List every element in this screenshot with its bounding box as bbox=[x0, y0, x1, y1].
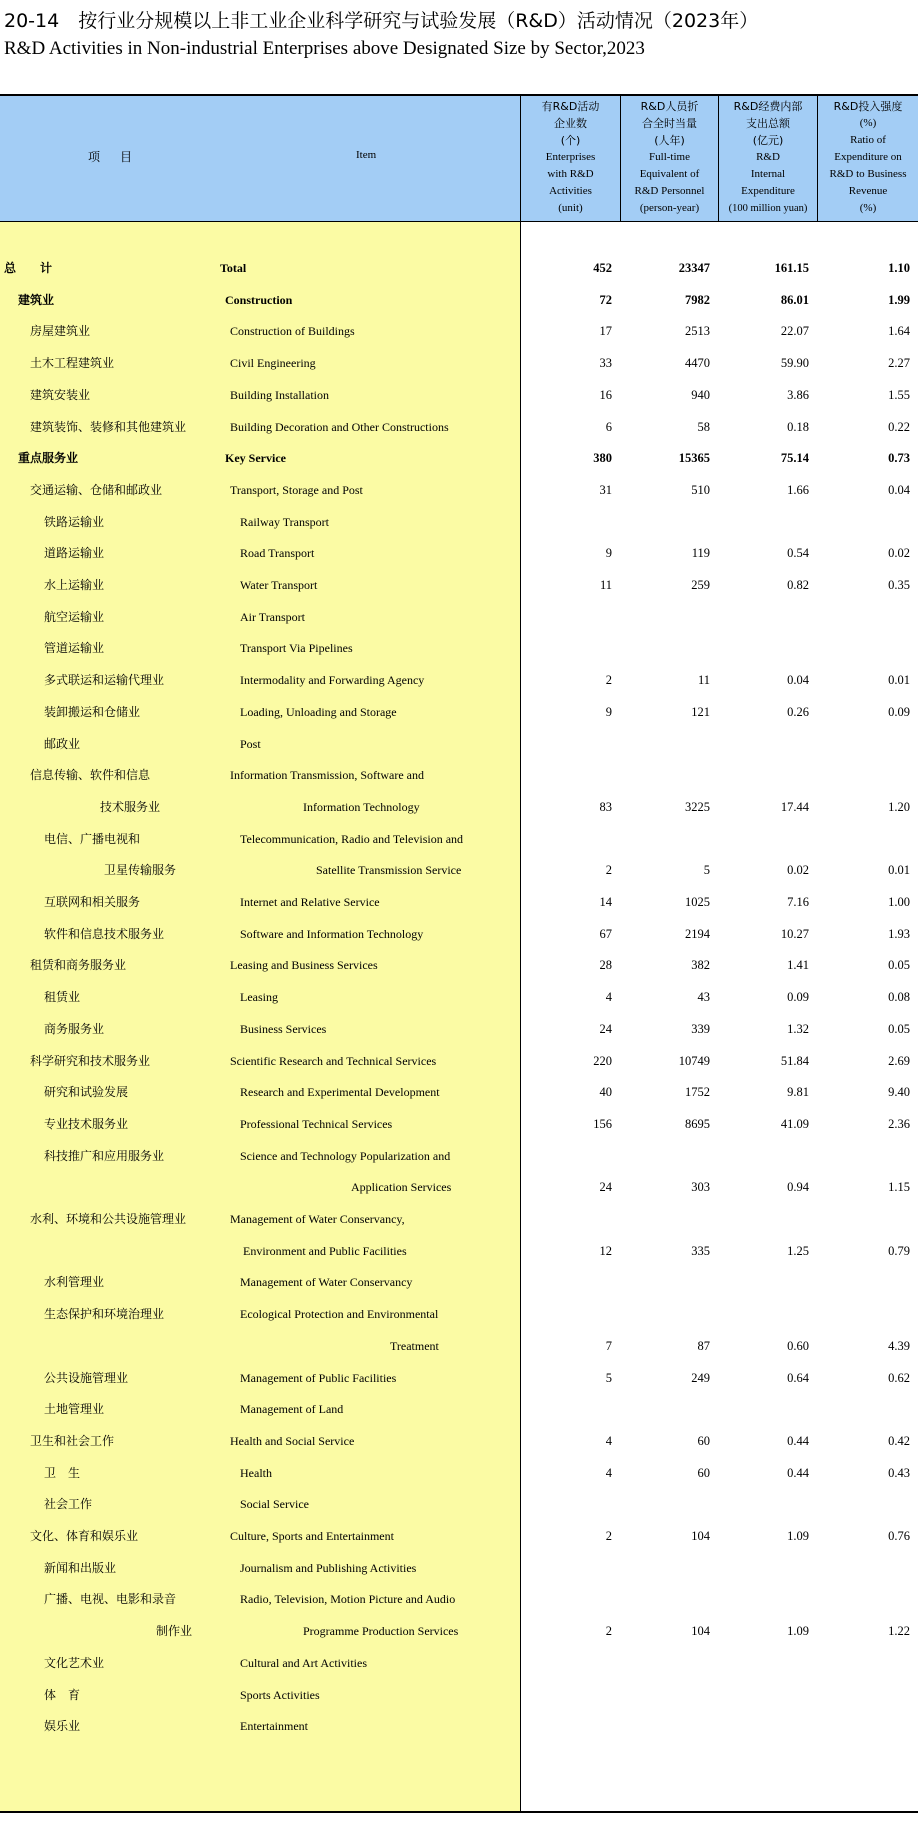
table-row bbox=[0, 829, 918, 849]
row-item-en: Building Installation bbox=[230, 387, 329, 402]
intensity-cell: 0.43 bbox=[888, 1465, 910, 1480]
enterprises-cell: 24 bbox=[599, 1180, 612, 1195]
expenditure-cell: 0.44 bbox=[787, 1465, 809, 1480]
row-item-en: Construction of Buildings bbox=[230, 324, 355, 339]
row-item-cn: 公共设施管理业 bbox=[44, 1370, 129, 1385]
table-row bbox=[0, 638, 918, 658]
intensity-cell: 4.39 bbox=[888, 1338, 910, 1353]
enterprises-cell: 156 bbox=[593, 1116, 612, 1131]
personnel-cell: 104 bbox=[691, 1624, 710, 1639]
table-row bbox=[0, 543, 918, 563]
row-item-cn: 娱乐业 bbox=[44, 1719, 81, 1734]
row-item-en: Satellite Transmission Service bbox=[316, 863, 462, 878]
row-item-en: Water Transport bbox=[240, 578, 318, 592]
intensity-cell: 2.69 bbox=[888, 1053, 910, 1068]
row-item-en: Key Service bbox=[225, 451, 286, 466]
expenditure-cell: 0.18 bbox=[787, 419, 809, 434]
personnel-cell: 303 bbox=[691, 1180, 710, 1195]
table-row bbox=[0, 1685, 918, 1705]
expenditure-cell: 1.09 bbox=[787, 1624, 809, 1639]
row-item-cn: 重点服务业 bbox=[18, 451, 79, 466]
row-item-en: Health bbox=[240, 1465, 272, 1480]
row-item-cn: 科学研究和技术服务业 bbox=[30, 1053, 151, 1068]
table-title-en: R&D Activities in Non-industrial Enterprises above Designated Size by Sector,2023 bbox=[4, 38, 645, 59]
intensity-cell: 2.36 bbox=[888, 1116, 910, 1131]
row-item-cn: 卫生和社会工作 bbox=[30, 1433, 115, 1448]
expenditure-cell: 51.84 bbox=[780, 1053, 809, 1068]
row-item-en: Entertainment bbox=[240, 1719, 308, 1734]
expenditure-cell: 1.32 bbox=[787, 1021, 809, 1036]
table-row bbox=[0, 258, 918, 278]
row-item-en: Ecological Protection and Environmental bbox=[240, 1307, 439, 1322]
expenditure-cell: 7.16 bbox=[787, 895, 809, 909]
intensity-cell: 0.79 bbox=[888, 1243, 910, 1258]
enterprises-cell: 380 bbox=[593, 451, 612, 466]
personnel-cell: 382 bbox=[691, 958, 710, 973]
row-item-en: Leasing and Business Services bbox=[230, 958, 378, 973]
row-item-en: Treatment bbox=[390, 1338, 439, 1353]
row-item-cn: 水上运输业 bbox=[44, 578, 105, 592]
personnel-cell: 940 bbox=[691, 387, 710, 402]
header-divider bbox=[0, 221, 918, 222]
row-item-cn: 装卸搬运和仓储业 bbox=[44, 704, 141, 719]
enterprises-cell: 220 bbox=[593, 1053, 612, 1068]
enterprises-cell: 40 bbox=[599, 1085, 612, 1100]
row-item-cn: 房屋建筑业 bbox=[30, 324, 91, 339]
row-item-cn: 软件和信息技术服务业 bbox=[44, 926, 165, 941]
table-row bbox=[0, 892, 918, 912]
table-row bbox=[0, 1431, 918, 1451]
expenditure-cell: 0.02 bbox=[787, 863, 809, 878]
expenditure-cell: 0.54 bbox=[787, 546, 809, 561]
header-enterprises: 有R&D活动 企业数 (个) Enterprises with R&D Activities (unit) bbox=[541, 100, 600, 214]
table-row bbox=[0, 1368, 918, 1388]
table-row bbox=[0, 1051, 918, 1071]
table-row bbox=[0, 575, 918, 595]
enterprises-cell: 2 bbox=[605, 673, 612, 688]
intensity-cell: 0.02 bbox=[888, 546, 910, 561]
enterprises-cell: 4 bbox=[605, 1433, 612, 1448]
row-item-cn: 商务服务业 bbox=[44, 1021, 105, 1036]
personnel-cell: 104 bbox=[691, 1529, 710, 1543]
enterprises-cell: 6 bbox=[605, 419, 612, 434]
header-item-en: Item bbox=[356, 149, 377, 161]
table-row bbox=[0, 607, 918, 627]
table-row bbox=[0, 702, 918, 722]
personnel-cell: 2513 bbox=[685, 324, 710, 339]
row-item-cn: 文化、体育和娱乐业 bbox=[30, 1529, 139, 1543]
personnel-cell: 10749 bbox=[678, 1053, 710, 1068]
table-row bbox=[0, 1621, 918, 1641]
table-row bbox=[0, 512, 918, 532]
table-row bbox=[0, 1241, 918, 1261]
table-row bbox=[0, 1526, 918, 1546]
enterprises-cell: 67 bbox=[599, 926, 612, 941]
row-item-en: Management of Public Facilities bbox=[240, 1370, 397, 1385]
row-item-en: Research and Experimental Development bbox=[240, 1085, 440, 1100]
row-item-en: Cultural and Art Activities bbox=[240, 1655, 367, 1670]
table-title-cn: 20-14 按行业分规模以上非工业企业科学研究与试验发展（R&D）活动情况（2023年） bbox=[4, 10, 759, 32]
row-item-en: Management of Water Conservancy, bbox=[230, 1212, 405, 1226]
enterprises-cell: 14 bbox=[599, 895, 612, 909]
row-item-cn: 研究和试验发展 bbox=[44, 1085, 129, 1100]
intensity-cell: 1.99 bbox=[888, 292, 910, 307]
table-row bbox=[0, 1082, 918, 1102]
row-item-en: Health and Social Service bbox=[230, 1433, 355, 1448]
header-personnel: R&D人员折 合全时当量 (人年) Full-time Equivalent of R&D Personnel (person-year) bbox=[634, 100, 705, 214]
table-row bbox=[0, 860, 918, 880]
enterprises-cell: 83 bbox=[599, 799, 612, 814]
row-item-en: Leasing bbox=[240, 990, 278, 1005]
personnel-cell: 87 bbox=[697, 1338, 710, 1353]
header-intensity: R&D投入强度 (%) Ratio of Expenditure on R&D to Business Revenue (%) bbox=[829, 100, 907, 214]
intensity-cell: 0.05 bbox=[888, 1021, 910, 1036]
intensity-cell: 1.22 bbox=[888, 1624, 910, 1639]
table-row bbox=[0, 1716, 918, 1736]
personnel-cell: 8695 bbox=[685, 1116, 710, 1131]
table-row bbox=[0, 797, 918, 817]
row-item-en: Application Services bbox=[351, 1180, 452, 1195]
enterprises-cell: 452 bbox=[593, 261, 612, 275]
row-item-en: Programme Production Services bbox=[303, 1624, 459, 1639]
expenditure-cell: 1.25 bbox=[787, 1243, 809, 1258]
row-item-en: Culture, Sports and Entertainment bbox=[230, 1529, 394, 1543]
personnel-cell: 1025 bbox=[685, 895, 710, 909]
personnel-cell: 1752 bbox=[685, 1085, 710, 1100]
expenditure-cell: 1.09 bbox=[787, 1529, 809, 1543]
personnel-cell: 339 bbox=[691, 1021, 710, 1036]
enterprises-cell: 16 bbox=[599, 387, 612, 402]
row-item-en: Journalism and Publishing Activities bbox=[240, 1560, 417, 1575]
table-row bbox=[0, 417, 918, 437]
enterprises-cell: 72 bbox=[599, 292, 612, 307]
personnel-cell: 11 bbox=[697, 673, 710, 688]
row-item-en: Transport, Storage and Post bbox=[230, 482, 363, 497]
row-item-cn: 水利管理业 bbox=[44, 1275, 105, 1290]
enterprises-cell: 28 bbox=[599, 958, 612, 973]
enterprises-cell: 2 bbox=[605, 1624, 612, 1639]
row-item-cn: 铁路运输业 bbox=[44, 514, 105, 529]
row-item-cn: 信息传输、软件和信息 bbox=[30, 768, 151, 783]
row-item-cn: 技术服务业 bbox=[100, 799, 161, 814]
table-row bbox=[0, 385, 918, 405]
expenditure-cell: 0.60 bbox=[787, 1338, 809, 1353]
enterprises-cell: 4 bbox=[605, 1465, 612, 1480]
row-item-cn: 总 计 bbox=[4, 261, 53, 275]
table-row bbox=[0, 1399, 918, 1419]
row-item-cn: 电信、广播电视和 bbox=[44, 831, 141, 846]
row-item-en: Business Services bbox=[240, 1021, 327, 1036]
intensity-cell: 0.73 bbox=[888, 451, 910, 466]
row-item-en: Internet and Relative Service bbox=[240, 895, 380, 909]
personnel-cell: 60 bbox=[697, 1433, 710, 1448]
table-row bbox=[0, 1463, 918, 1483]
row-item-cn: 生态保护和环境治理业 bbox=[44, 1307, 165, 1322]
intensity-cell: 0.01 bbox=[888, 863, 910, 878]
row-item-cn: 邮政业 bbox=[44, 736, 81, 751]
table-row bbox=[0, 1304, 918, 1324]
row-item-en: Telecommunication, Radio and Television and bbox=[240, 831, 464, 846]
row-item-cn: 道路运输业 bbox=[44, 546, 105, 561]
row-item-en: Transport Via Pipelines bbox=[240, 641, 353, 656]
row-item-cn: 广播、电视、电影和录音 bbox=[44, 1592, 177, 1607]
row-item-en: Environment and Public Facilities bbox=[243, 1243, 407, 1258]
intensity-cell: 0.08 bbox=[888, 990, 910, 1005]
expenditure-cell: 86.01 bbox=[780, 292, 809, 307]
table-row bbox=[0, 987, 918, 1007]
row-item-cn: 卫星传输服务 bbox=[104, 863, 177, 878]
table-row bbox=[0, 480, 918, 500]
row-item-cn: 科技推广和应用服务业 bbox=[44, 1148, 165, 1163]
row-item-cn: 交通运输、仓储和邮政业 bbox=[30, 482, 163, 497]
intensity-cell: 0.01 bbox=[888, 673, 910, 688]
row-item-en: Building Decoration and Other Constructions bbox=[230, 419, 449, 434]
intensity-cell: 1.64 bbox=[888, 324, 910, 339]
row-item-en: Sports Activities bbox=[240, 1687, 320, 1702]
enterprises-cell: 24 bbox=[599, 1021, 612, 1036]
enterprises-cell: 2 bbox=[605, 1529, 612, 1543]
personnel-cell: 335 bbox=[691, 1243, 710, 1258]
expenditure-cell: 75.14 bbox=[780, 451, 809, 466]
table-row bbox=[0, 1177, 918, 1197]
row-item-cn: 文化艺术业 bbox=[44, 1655, 105, 1670]
table-row bbox=[0, 765, 918, 785]
enterprises-cell: 7 bbox=[605, 1338, 612, 1353]
expenditure-cell: 0.94 bbox=[787, 1180, 809, 1195]
table-row bbox=[0, 1494, 918, 1514]
personnel-cell: 23347 bbox=[678, 261, 710, 275]
intensity-cell: 1.20 bbox=[888, 799, 910, 814]
row-item-en: Information Technology bbox=[303, 799, 420, 814]
row-item-en: Road Transport bbox=[240, 546, 315, 561]
expenditure-cell: 3.86 bbox=[787, 387, 809, 402]
table-row bbox=[0, 670, 918, 690]
table-row bbox=[0, 353, 918, 373]
row-item-cn: 多式联运和运输代理业 bbox=[44, 673, 165, 688]
enterprises-cell: 9 bbox=[605, 704, 612, 719]
enterprises-cell: 11 bbox=[599, 578, 612, 592]
personnel-cell: 43 bbox=[697, 990, 710, 1005]
intensity-cell: 0.22 bbox=[888, 419, 910, 434]
intensity-cell: 0.35 bbox=[888, 578, 910, 592]
row-item-en: Railway Transport bbox=[240, 514, 330, 529]
intensity-cell: 1.10 bbox=[888, 261, 910, 275]
row-item-cn: 新闻和出版业 bbox=[44, 1560, 117, 1575]
table-row bbox=[0, 1209, 918, 1229]
personnel-cell: 249 bbox=[691, 1370, 710, 1385]
row-item-en: Professional Technical Services bbox=[240, 1116, 393, 1131]
row-item-cn: 管道运输业 bbox=[44, 641, 105, 656]
row-item-cn: 互联网和相关服务 bbox=[44, 895, 141, 909]
personnel-cell: 60 bbox=[697, 1465, 710, 1480]
row-item-en: Scientific Research and Technical Services bbox=[230, 1053, 437, 1068]
bottom-rule bbox=[0, 1811, 918, 1813]
enterprises-cell: 9 bbox=[605, 546, 612, 561]
row-item-en: Radio, Television, Motion Picture and Audio bbox=[240, 1592, 456, 1607]
intensity-cell: 9.40 bbox=[888, 1085, 910, 1100]
row-item-en: Management of Water Conservancy bbox=[240, 1275, 413, 1290]
personnel-cell: 15365 bbox=[678, 451, 710, 466]
intensity-cell: 1.15 bbox=[888, 1180, 910, 1195]
expenditure-cell: 0.82 bbox=[787, 578, 809, 592]
table-row bbox=[0, 321, 918, 341]
row-item-cn: 制作业 bbox=[156, 1624, 193, 1639]
expenditure-cell: 9.81 bbox=[787, 1085, 809, 1100]
table-row bbox=[0, 955, 918, 975]
row-item-cn: 建筑安装业 bbox=[30, 387, 91, 402]
row-item-en: Science and Technology Popularization and bbox=[240, 1148, 451, 1163]
expenditure-cell: 0.64 bbox=[787, 1370, 809, 1385]
row-item-cn: 土地管理业 bbox=[44, 1402, 105, 1417]
row-item-cn: 卫 生 bbox=[44, 1465, 81, 1480]
row-item-cn: 建筑装饰、装修和其他建筑业 bbox=[30, 419, 187, 434]
expenditure-cell: 0.04 bbox=[787, 673, 809, 688]
table-row bbox=[0, 1272, 918, 1292]
intensity-cell: 1.55 bbox=[888, 387, 910, 402]
table-row bbox=[0, 1589, 918, 1609]
header-item-cn: 项 目 bbox=[88, 150, 137, 164]
row-item-en: Total bbox=[220, 261, 247, 275]
personnel-cell: 3225 bbox=[685, 799, 710, 814]
row-item-en: Construction bbox=[225, 292, 293, 307]
intensity-cell: 1.93 bbox=[888, 926, 910, 941]
personnel-cell: 7982 bbox=[685, 292, 710, 307]
personnel-cell: 5 bbox=[703, 863, 710, 878]
intensity-cell: 1.00 bbox=[888, 895, 910, 909]
expenditure-cell: 17.44 bbox=[780, 799, 809, 814]
row-item-cn: 专业技术服务业 bbox=[44, 1116, 129, 1131]
enterprises-cell: 31 bbox=[599, 482, 612, 497]
intensity-cell: 0.04 bbox=[888, 482, 910, 497]
personnel-cell: 4470 bbox=[685, 356, 710, 371]
table-row bbox=[0, 1146, 918, 1166]
row-item-cn: 租赁和商务服务业 bbox=[30, 958, 127, 973]
enterprises-cell: 17 bbox=[599, 324, 612, 339]
table-row bbox=[0, 734, 918, 754]
row-item-en: Post bbox=[240, 736, 261, 751]
personnel-cell: 510 bbox=[691, 482, 710, 497]
row-item-cn: 体 育 bbox=[44, 1687, 81, 1702]
row-item-en: Air Transport bbox=[240, 609, 306, 624]
table-row bbox=[0, 1114, 918, 1134]
table-row bbox=[0, 448, 918, 468]
enterprises-cell: 33 bbox=[599, 356, 612, 371]
personnel-cell: 121 bbox=[691, 704, 710, 719]
row-item-cn: 航空运输业 bbox=[44, 609, 105, 624]
enterprises-cell: 12 bbox=[599, 1243, 612, 1258]
expenditure-cell: 0.44 bbox=[787, 1433, 809, 1448]
row-item-en: Information Transmission, Software and bbox=[230, 768, 424, 783]
expenditure-cell: 1.66 bbox=[787, 482, 809, 497]
intensity-cell: 2.27 bbox=[888, 356, 910, 371]
row-item-cn: 建筑业 bbox=[18, 292, 55, 307]
personnel-cell: 259 bbox=[691, 578, 710, 592]
personnel-cell: 119 bbox=[691, 546, 710, 561]
enterprises-cell: 4 bbox=[605, 990, 612, 1005]
table-row bbox=[0, 290, 918, 310]
intensity-cell: 0.42 bbox=[888, 1433, 910, 1448]
enterprises-cell: 5 bbox=[605, 1370, 612, 1385]
personnel-cell: 58 bbox=[697, 419, 710, 434]
header-expenditure: R&D经费内部 支出总额 (亿元) R&D Internal Expenditure (100 million yuan) bbox=[728, 100, 808, 214]
expenditure-cell: 10.27 bbox=[780, 926, 809, 941]
row-item-en: Software and Information Technology bbox=[240, 926, 424, 941]
table-row bbox=[0, 1558, 918, 1578]
expenditure-cell: 0.09 bbox=[787, 990, 809, 1005]
table-row bbox=[0, 1019, 918, 1039]
expenditure-cell: 1.41 bbox=[787, 958, 809, 973]
intensity-cell: 0.09 bbox=[888, 704, 910, 719]
expenditure-cell: 161.15 bbox=[774, 261, 809, 275]
row-item-cn: 租赁业 bbox=[44, 990, 81, 1005]
table-row bbox=[0, 1653, 918, 1673]
table-row bbox=[0, 924, 918, 944]
expenditure-cell: 0.26 bbox=[787, 704, 809, 719]
personnel-cell: 2194 bbox=[685, 926, 710, 941]
expenditure-cell: 59.90 bbox=[780, 356, 809, 371]
expenditure-cell: 22.07 bbox=[780, 324, 809, 339]
row-item-en: Civil Engineering bbox=[230, 356, 316, 371]
row-item-en: Management of Land bbox=[240, 1402, 344, 1417]
row-item-cn: 水利、环境和公共设施管理业 bbox=[30, 1212, 187, 1226]
row-item-en: Loading, Unloading and Storage bbox=[240, 704, 397, 719]
enterprises-cell: 2 bbox=[605, 863, 612, 878]
intensity-cell: 0.05 bbox=[888, 958, 910, 973]
row-item-en: Social Service bbox=[240, 1497, 309, 1512]
row-item-cn: 土木工程建筑业 bbox=[30, 356, 115, 371]
expenditure-cell: 41.09 bbox=[780, 1116, 809, 1131]
intensity-cell: 0.76 bbox=[888, 1529, 910, 1543]
row-item-en: Intermodality and Forwarding Agency bbox=[240, 673, 425, 688]
row-item-cn: 社会工作 bbox=[44, 1497, 93, 1512]
table-row bbox=[0, 1336, 918, 1356]
intensity-cell: 0.62 bbox=[888, 1370, 910, 1385]
